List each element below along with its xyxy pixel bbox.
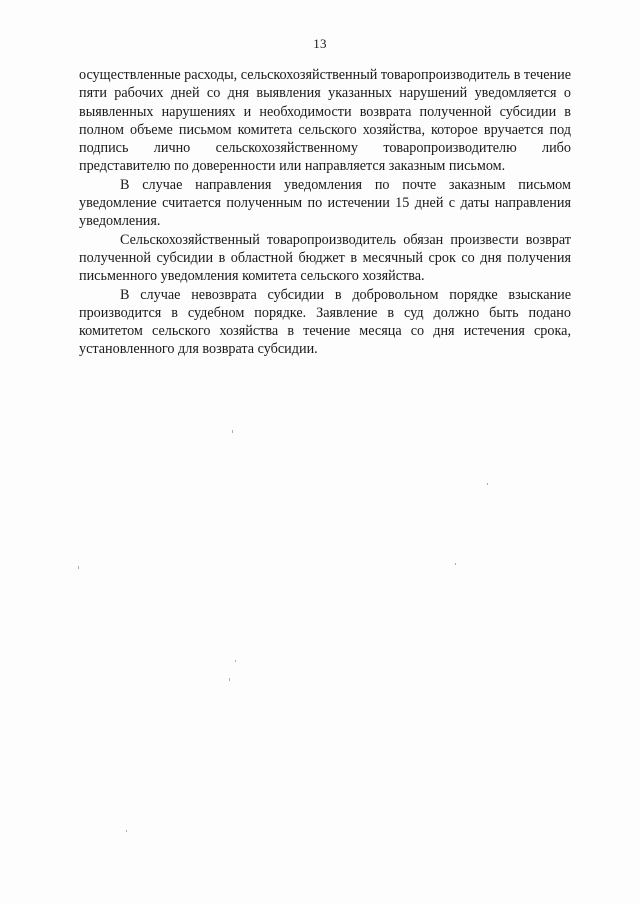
scan-speck (78, 566, 79, 569)
scan-speck (235, 660, 236, 662)
paragraph-notification-by-mail: В случае направления уведомления по почте заказным письмом уведомление считается полученным по истечении 15 дней с даты направления уведомления. (79, 176, 571, 230)
paragraph-court-recovery: В случае невозврата субсидии в добровольном порядке взыскание производится в судебном порядке. Заявление в суд должно быть подано комитетом сельского хозяйства в течение месяца со дня истечения срока, установленного для возврата субсидии. (79, 286, 571, 358)
scan-speck (487, 483, 488, 485)
page-number: 13 (313, 36, 327, 51)
scan-speck (229, 678, 230, 681)
scan-speck (126, 830, 127, 832)
document-body (79, 66, 571, 359)
scan-speck (232, 430, 233, 433)
scan-speck (455, 563, 456, 565)
paragraph-refund-obligation: Сельскохозяйственный товаропроизводитель обязан произвести возврат полученной субсидии в областной бюджет в месячный срок со дня получения письменного уведомления комитета сельского хозяйства. (79, 231, 571, 285)
paragraph-continuation: осуществленные расходы, сельскохозяйственный товаропроизводитель в течение пяти рабочих дней со дня выявления указанных нарушений уведомляется о выявленных нарушениях и необходимости возврата полученной субсидии в полном объеме письмом комитета сельского хозяйства, которое вручается под подпись лично сельскохозяйственному товаропроизводителю либо представителю по доверенности или направляется заказным письмом. (79, 67, 571, 175)
